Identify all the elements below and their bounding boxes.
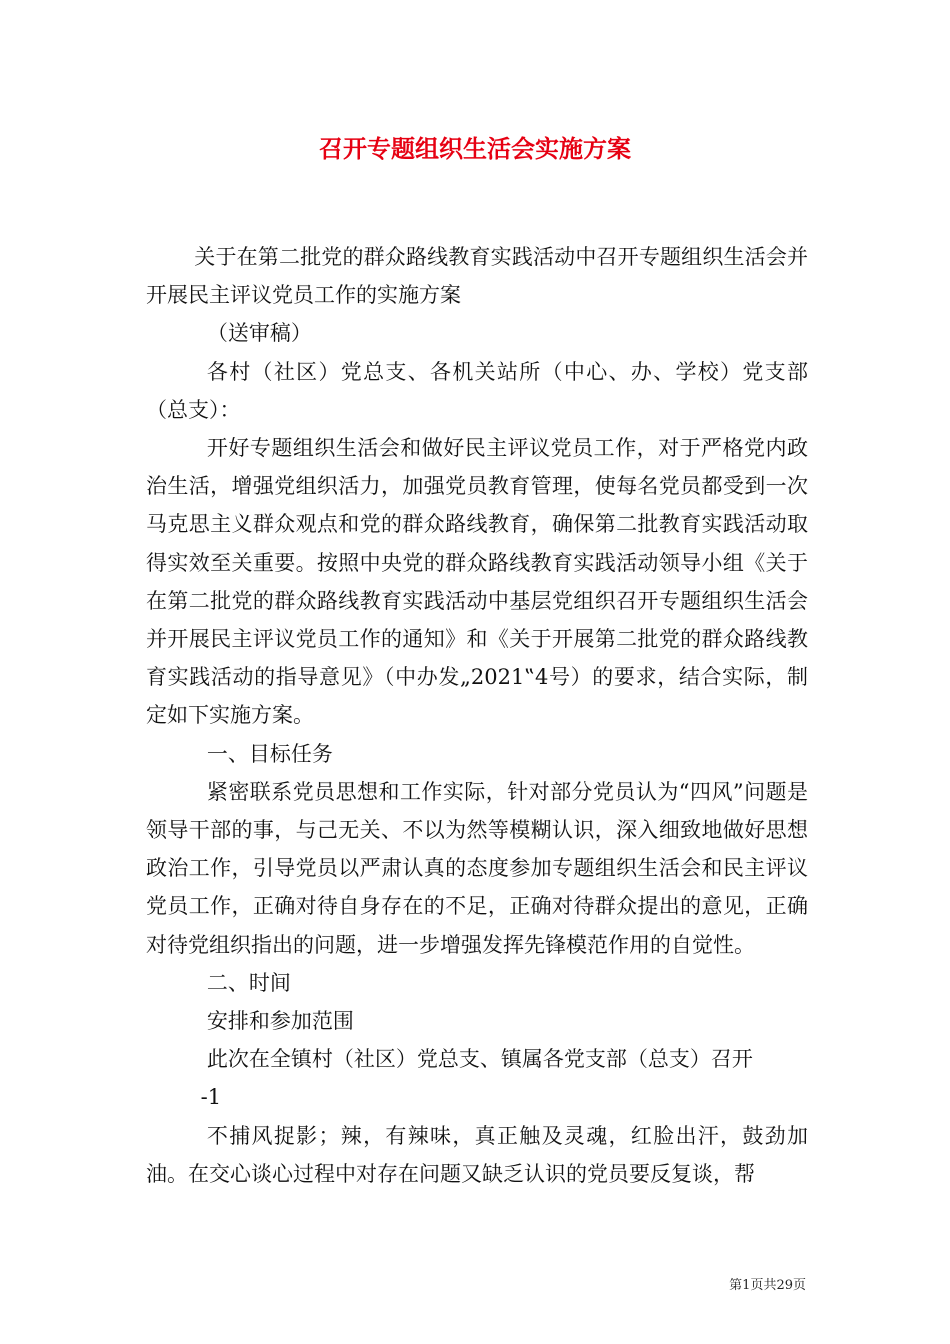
intro-paragraph: 开好专题组织生活会和做好民主评议党员工作，对于严格党内政治生活，增强党组织活力，加强党员教育管理，使每名党员都受到一次马克思主义群众观点和党的群众路线教育，确保第二批教育实践活动取得实效至关重要。按照中央党的群众路线教育实践活动领导小组《关于在第二批党的群众路线教育实践活动中基层党组织召开专题组织生活会并开展民主评议党员工作的通知》和《关于开展第二批党的群众路线教育实践活动的指导意见》（中办发„2021‟4号）的要求，结合实际，制定如下实施方案。 [146, 436, 808, 728]
document-body [146, 238, 808, 1193]
continuation-paragraph: 不捕风捉影；辣，有辣味，真正触及灵魂，红脸出汗，鼓劲加油。在交心谈心过程中对存在问题又缺乏认识的党员要反复谈，帮 [146, 1123, 808, 1186]
inline-page-marker: -1 [200, 1085, 222, 1110]
goals-paragraph: 紧密联系党员思想和工作实际，针对部分党员认为“四风”问题是领导干部的事，与己无关、不以为然等模糊认识，深入细致地做好思想政治工作，引导党员以严肃认真的态度参加专题组织生活会和民主评议党员工作，正确对待自身存在的不足，正确对待群众提出的意见，正确对待党组织指出的问题，进一步增强发挥先锋模范作用的自觉性。 [146, 779, 808, 957]
scope-paragraph: 此次在全镇村（社区）党总支、镇属各党支部（总支）召开 [206, 1047, 753, 1072]
draft-note: （送审稿） [206, 321, 312, 346]
section-heading-goals: 一、目标任务 [206, 741, 333, 766]
document-title: 召开专题组织生活会实施方案 [319, 134, 631, 163]
addressee-paragraph: 各村（社区）党总支、各机关站所（中心、办、学校）党支部（总支）： [146, 359, 808, 422]
page-footer: 第1页共29页 [729, 1278, 806, 1293]
section-heading-time: 二、时间 [206, 970, 291, 995]
subtitle-paragraph: 关于在第二批党的群众路线教育实践活动中召开专题组织生活会并开展民主评议党员工作的实施方案 [146, 245, 808, 308]
schedule-heading: 安排和参加范围 [206, 1009, 354, 1034]
